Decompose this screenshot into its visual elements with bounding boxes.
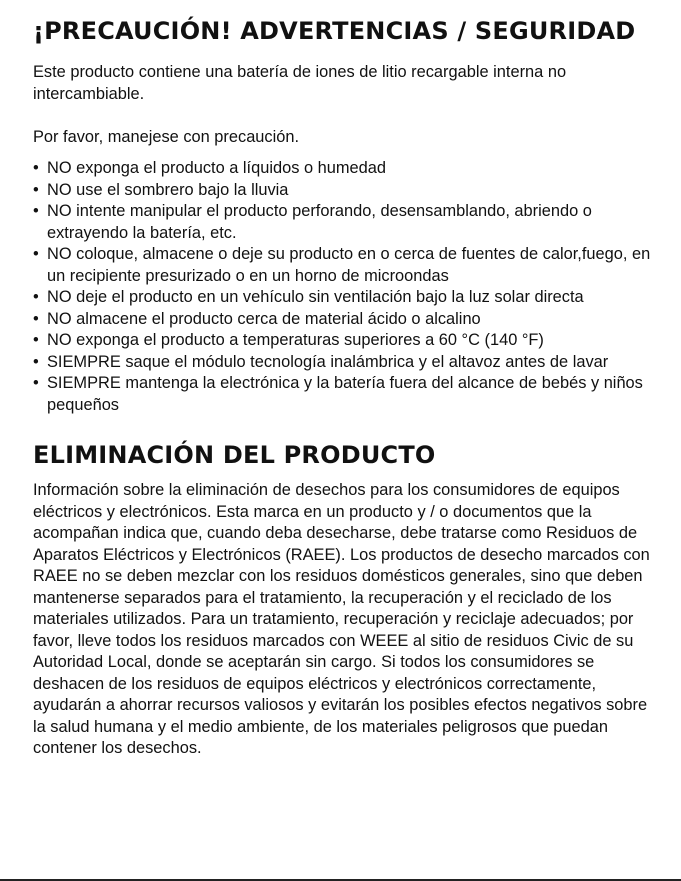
warning-item: • NO use el sombrero bajo la lluvia	[33, 180, 653, 202]
warnings-heading: ¡PRECAUCIÓN! ADVERTENCIAS / SEGURIDAD	[33, 17, 636, 45]
handling-caution: Por favor, manejese con precaución.	[33, 127, 300, 146]
warning-item: • NO exponga el producto a líquidos o humedad	[33, 158, 653, 180]
warning-item: • SIEMPRE mantenga la electrónica y la batería fuera del alcance de bebés y niños pequeños	[33, 373, 653, 416]
warning-item: • SIEMPRE saque el módulo tecnología inalámbrica y el altavoz antes de lavar	[33, 352, 653, 374]
safety-warnings-list	[33, 158, 653, 416]
warning-item: • NO deje el producto en un vehículo sin ventilación bajo la luz solar directa	[33, 287, 653, 309]
warning-item: • NO exponga el producto a temperaturas superiores a 60 °C (140 °F)	[33, 330, 653, 352]
warning-item: • NO intente manipular el producto perforando, desensamblando, abriendo o extrayendo la batería, etc.	[33, 201, 653, 244]
manual-page	[33, 14, 653, 760]
disposal-heading: ELIMINACIÓN DEL PRODUCTO	[33, 441, 436, 469]
disposal-body: Información sobre la eliminación de desechos para los consumidores de equipos eléctricos y electrónicos. Esta marca en un producto y / o documentos que la acompañan indica que, cuando deba desecharse, debe tratarse como Residuos de Aparatos Eléctricos y Electrónicos (RAEE). Los productos de desecho marcados con RAEE no se deben mezclar con los residuos domésticos generales, sino que deben mantenerse separados para el tratamiento, la recuperación y el reciclado de los materiales utilizados. Para un tratamiento, recuperación y reciclaje adecuados; por favor, lleve todos los residuos marcados con WEEE al sitio de residuos Civic de su Autoridad Local, donde se aceptarán sin cargo. Si todos los consumidores se deshacen de los residuos de equipos eléctricos y electrónicos correctamente, ayudarán a ahorrar recursos valiosos y evitarán los posibles efectos negativos sobre la salud humana y el medio ambiente, de los materiales peligrosos que puedan contener los desechos.	[33, 481, 650, 757]
battery-notice: Este producto contiene una batería de iones de litio recargable interna no intercambiable.	[33, 63, 567, 103]
warning-item: • NO almacene el producto cerca de material ácido o alcalino	[33, 309, 653, 331]
warning-item: • NO coloque, almacene o deje su producto en o cerca de fuentes de calor,fuego, en un recipiente presurizado o en un horno de microondas	[33, 244, 653, 287]
